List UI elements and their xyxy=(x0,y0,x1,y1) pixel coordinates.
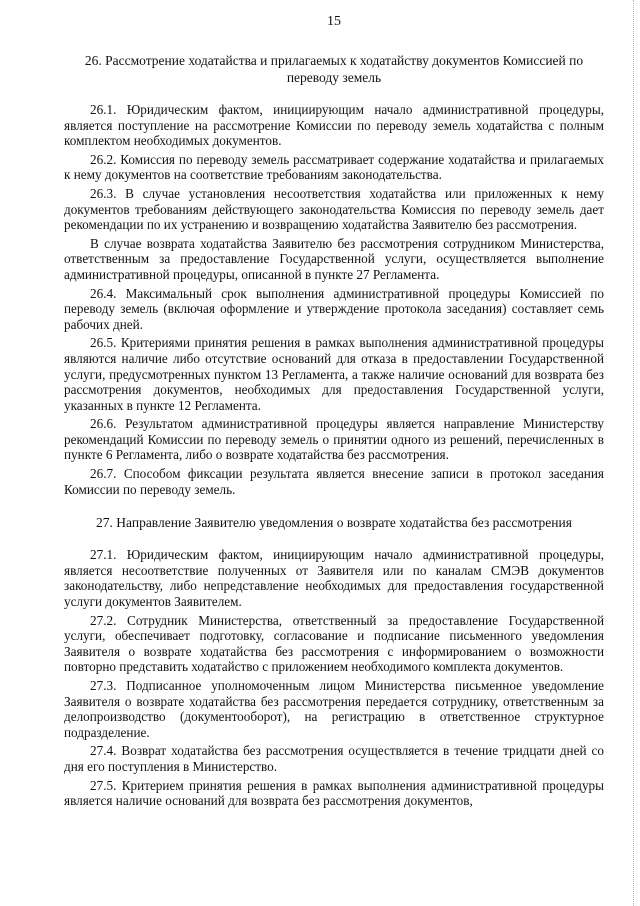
paragraph-26-1: 26.1. Юридическим фактом, инициирующим начало административной процедуры, является поступление на рассмотрение Комиссии по переводу земель ходатайства с полным комплектом необходимых документов. xyxy=(64,102,604,149)
paragraph-26-2: 26.2. Комиссия по переводу земель рассматривает содержание ходатайства и прилагаемых к нему документов на соответствие требованиям законодательства. xyxy=(64,151,604,183)
paragraph-26-4: 26.4. Максимальный срок выполнения административной процедуры Комиссией по переводу земель (включая оформление и утверждение протокола заседания) составляет семь рабочих дней. xyxy=(64,285,604,332)
section-27-heading: 27. Направление Заявителю уведомления о возврате ходатайства без рассмотрения xyxy=(96,515,572,531)
paragraph-26-3-return: В случае возврата ходатайства Заявителю без рассмотрения сотрудником Министерства, ответственным за предоставление Государственной услуги, осуществляется выполнение административной процедуры, описанной в пункте 27 Регламента. xyxy=(64,235,604,282)
paragraph-26-6: 26.6. Результатом административной процедуры является направление Министерству рекомендаций Комиссии по переводу земель о принятии одного из решений, перечисленных в пункте 6 Регламента, либо о возврате ходатайства без рассмотрения. xyxy=(64,416,604,463)
paragraph-26-3: 26.3. В случае установления несоответствия ходатайства или приложенных к нему документов требованиям действующего законодательства Комиссия по переводу земель дает рекомендации по их устранению и возвращению ходатайства Заявителю без рассмотрения. xyxy=(64,185,604,233)
paragraph-27-5: 27.5. Критерием принятия решения в рамках выполнения административной процедуры является наличие оснований для возврата без рассмотрения документов, xyxy=(64,777,604,809)
scan-margin-artifact xyxy=(629,0,634,906)
section-26-heading: 26. Рассмотрение ходатайства и прилагаемых к ходатайству документов Комиссией по переводу земель xyxy=(84,53,584,85)
page-number: 15 xyxy=(327,14,341,29)
paragraph-27-3: 27.3. Подписанное уполномоченным лицом Министерства письменное уведомление Заявителя о возврате ходатайства без рассмотрения передается сотруднику, ответственным за делопроизводство (документооборот), на регистрацию в ответственное структурное подразделение. xyxy=(64,678,604,740)
paragraph-27-2: 27.2. Сотрудник Министерства, ответственный за предоставление Государственной услуги, обеспечивает подготовку, согласование и подписание письменного уведомления Заявителя о возврате ходатайства без рассмотрения с информированием о возможности повторно представить ходатайство с приложением необходимого комплекта документов. xyxy=(64,612,604,675)
paragraph-26-7: 26.7. Способом фиксации результата является внесение записи в протокол заседания Комиссии по переводу земель. xyxy=(64,466,604,497)
section-gap xyxy=(64,500,604,514)
paragraph-27-1: 27.1. Юридическим фактом, инициирующим начало административной процедуры, является несоответствие полученных от Заявителя или по каналам СМЭВ документов законодательству, либо непредставление необходимых для предоставления государственной услуги документов Заявителем. xyxy=(64,547,604,610)
paragraph-27-4: 27.4. Возврат ходатайства без рассмотрения осуществляется в течение тридцати дней со дня его поступления в Министерство. xyxy=(64,743,604,774)
paragraph-26-5: 26.5. Критериями принятия решения в рамках выполнения административной процедуры являются наличие либо отсутствие оснований для отказа в предоставлении Государственной услуги, предусмотренных пунктом 13 Регламента, а также наличие оснований для возврата без рассмотрения документов, необходимых для предоставления Государственной услуги, указанных в пункте 12 Регламента. xyxy=(64,335,604,413)
